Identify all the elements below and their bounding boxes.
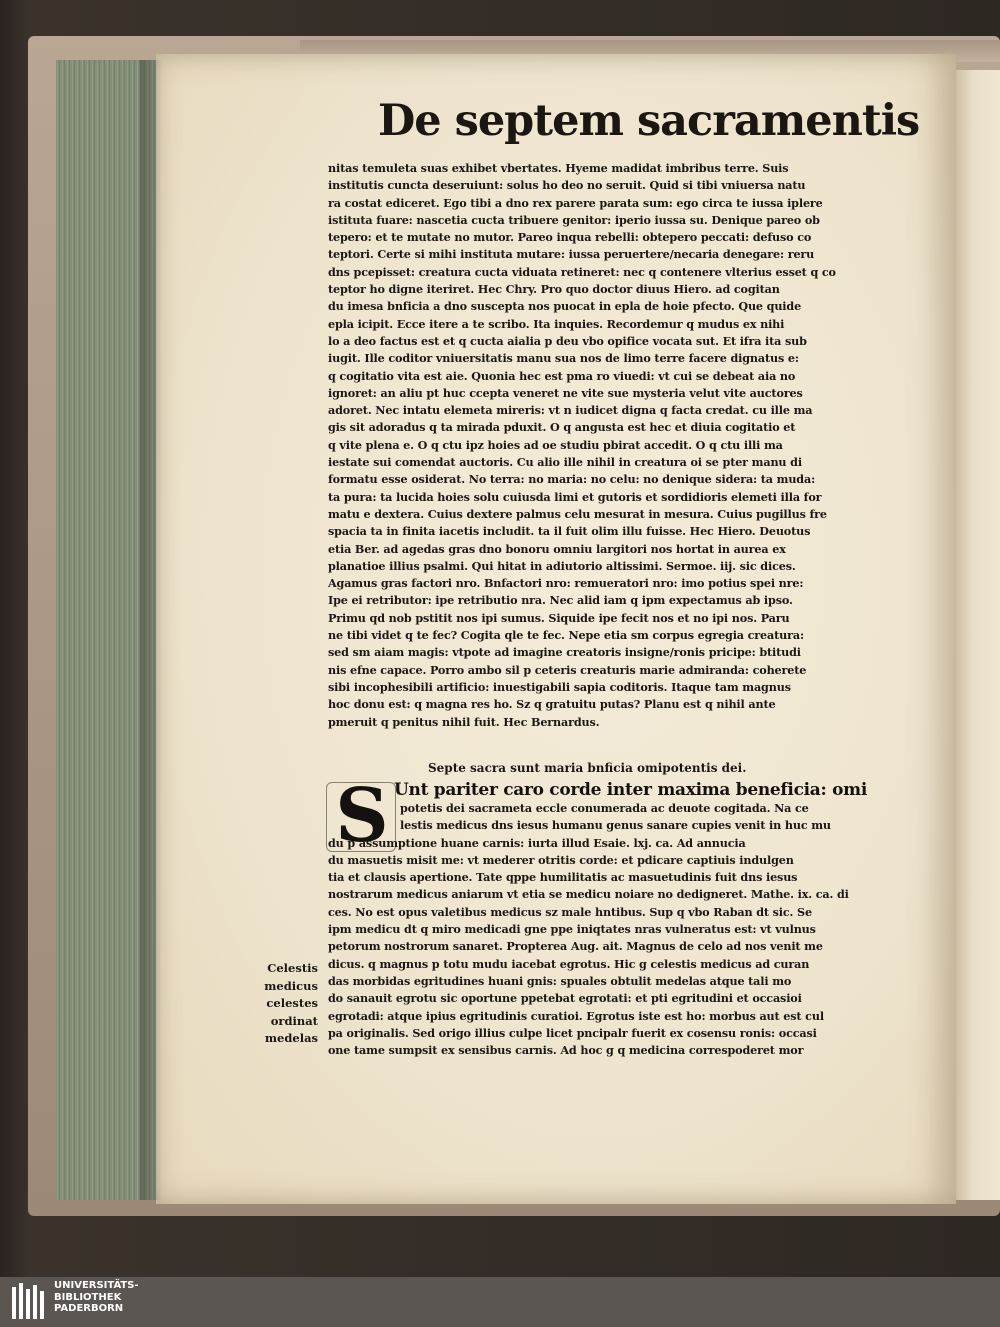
text-line: ta pura: ta lucida hoies solu cuiusda limi et gutoris et sordidioris elemeti illa for (328, 489, 822, 504)
text-line: ipm medicu dt q miro medicadi gne ppe iniqtates nras vulneratus est: vt vulnus (328, 922, 816, 937)
text-line: adoret. Nec intatu elemeta mireris: vt n iudicet digna q facta credat. cu ille ma (328, 403, 813, 418)
text-line: pmeruit q penitus nihil fuit. Hec Bernardus. (328, 714, 600, 729)
margin-note-line: Celestis (267, 961, 318, 975)
gutter-shadow (140, 60, 162, 1200)
text-line: iestate sui comendat auctoris. Cu alio ille nihil in creatura oi se pter manu di (328, 455, 802, 470)
margin-note-line: celestes (266, 996, 318, 1010)
text-line: dns pcepisset: creatura cucta viduata retineret: nec q contenere vlterius esset q co (328, 264, 836, 279)
text-line: do sanauit egrotu sic oportune ppetebat egrotati: et pti egritudini et occasioi (328, 991, 802, 1006)
text-line: sibi incophesibili artificio: inuestigabili sapia coditoris. Itaque tam magnus (328, 679, 791, 694)
text-line: gis sit adoradus q ta mirada pduxit. O q angusta est hec et diuia cogitatio et (328, 420, 796, 435)
library-logo-icon (10, 1281, 50, 1323)
text-line: teptori. Certe si mihi instituta mutare: iussa peruertere/necaria denegare: reru (328, 247, 815, 262)
library-name-line: BIBLIOTHEK (54, 1291, 122, 1303)
library-name-line: UNIVERSITÄTS- (54, 1280, 139, 1291)
text-line: ces. No est opus valetibus medicus sz male hntibus. Sup q vbo Raban dt sic. Se (328, 904, 812, 919)
footer-bar (0, 1277, 1000, 1327)
text-line: teptor ho digne iteriret. Hec Chry. Pro quo doctor diuus Hiero. ad cogitan (328, 282, 780, 297)
text-line: one tame sumpsit ex sensibus carnis. Ad hoc g q medicina correspoderet mor (328, 1043, 804, 1058)
page-title: De septem sacramentis (378, 96, 920, 146)
margin-note-line: medicus (264, 978, 318, 993)
text-line: planatioe illius psalmi. Qui hitat in adiutorio altissimi. Sermoe. iij. sic dices. (328, 558, 796, 573)
text-line: iugit. Ille coditor vniuersitatis manu sua nos de limo terre facere dignatus e: (328, 351, 799, 366)
text-line: ne tibi videt q te fec? Cogita qle te fec. Nepe etia sm corpus egregia creatura: (328, 628, 804, 643)
text-line: lestis medicus dns iesus humanu genus sanare cupies venit in huc mu (400, 818, 831, 833)
text-line: egrotadi: atque ipius egritudinis curatioi. Egrotus iste est ho: morbus aut est cul (328, 1008, 824, 1023)
text-line: sed sm aiam magis: vtpote ad imagine creatoris insigne/ronis pricipe: btitudi (328, 645, 801, 660)
text-line: q cogitatio vita est aie. Quonia hec est pma ro viuedi: vt cui se debeat aia no (328, 368, 796, 383)
text-line: formatu esse osiderat. No terra: no maria: no celu: no denique sidera: ta muda: (328, 472, 816, 487)
text-line: q vite plena e. O q ctu ipz hoies ad oe studiu pbirat accedit. O q ctu illi ma (328, 437, 783, 452)
text-line: tepero: et te mutate no mutor. Pareo inqua rebelli: obtepero peccati: defuso co (328, 230, 812, 245)
text-line: das morbidas egritudines huani gnis: spuales obtulit medelas atque tali mo (328, 973, 792, 988)
facing-page-edge (956, 70, 1000, 1200)
text-line: du imesa bnficia a dno suscepta nos puocat in epla de hoie pfecto. Que quide (328, 299, 802, 314)
text-line: spacia ta in finita iacetis includit. ta il fuit olim illu fuisse. Hec Hiero. Deuotus (328, 524, 811, 539)
text-line: dicus. q magnus p totu mudu iacebat egrotus. Hic g celestis medicus ad curan (328, 956, 810, 971)
text-line: pa originalis. Sed origo illius culpe licet pncipalr fuerit ex cosensu ronis: occasi (328, 1025, 817, 1040)
text-line: istituta fuare: nascetia cucta tribuere genitor: iperio iussa su. Denique pareo ob (328, 212, 820, 227)
text-line: petorum nostrorum sanaret. Propterea Aug. ait. Magnus de celo ad nos venit me (328, 939, 823, 954)
text-line: Agamus gras factori nro. Bnfactori nro: remueratori nro: imo potius spei nre: (328, 576, 804, 591)
text-line: nitas temuleta suas exhibet vbertates. Hyeme madidat imbribus terre. Suis (328, 161, 789, 175)
text-line: hoc donu est: q magna res ho. Sz q gratuitu putas? Planu est q nihil ante (328, 697, 776, 712)
decorated-initial: S (335, 773, 389, 859)
text-line: ignoret: an aliu pt huc ccepta veneret ne vite sue mysteria velut vite auctores (328, 385, 803, 400)
section-text-block (328, 800, 928, 1059)
margin-note-line: medelas (264, 1031, 318, 1045)
text-line: nis efne capace. Porro ambo sil p ceteris creaturis marie admiranda: coherete (328, 662, 807, 677)
library-name (54, 1280, 139, 1315)
text-line: Ipe ei retributor: ipe retributio nra. Nec alid iam q ipm expectamus ab ipso. (328, 593, 793, 608)
section-heading: Septe sacra sunt maria bnficia omipotentis dei. (428, 761, 747, 775)
lead-line: Unt pariter caro corde inter maxima beneficia: omi (394, 780, 867, 800)
margin-note-line: ordinat (270, 1013, 318, 1028)
main-text-block (328, 160, 928, 731)
text-line: epla icipit. Ecce itere a te scribo. Ita inquies. Recordemur q mudus ex nihi (328, 316, 785, 331)
text-line: du p assumptione huane carnis: iurta illud Esaie. lxj. ca. Ad annucia (328, 835, 746, 850)
text-line: matu e dextera. Cuius dextere palmus celu mesurat in mesura. Cuius pugillus fre (328, 506, 827, 521)
text-line: ra costat ediceret. Ego tibi a dno rex parere parata sum: ego circa te iussa iplere (328, 195, 823, 210)
text-line: du masuetis misit me: vt mederer otritis corde: et pdicare captiuis indulgen (328, 852, 794, 867)
library-name-line: PADERBORN (54, 1303, 124, 1314)
text-line: Primu qd nob pstitit nos ipi sumus. Siquide ipe fecit nos et no ipi nos. Paru (328, 610, 790, 625)
text-line: institutis cuncta deseruiunt: solus ho deo no seruit. Quid si tibi vniuersa natu (328, 178, 806, 193)
text-line: tia et clausis apertione. Tate qppe humilitatis ac masuetudinis fuit dns iesus (328, 870, 798, 885)
text-line: potetis dei sacrameta eccle conumerada ac deuote cogitada. Na ce (400, 801, 809, 815)
text-line: nostrarum medicus aniarum vt etia se medicu noiare no dedigneret. Mathe. ix. ca. di (328, 887, 849, 902)
text-line: etia Ber. ad agedas gras dno bonoru omniu largitori nos hortat in aurea ex (328, 541, 786, 556)
text-line: lo a deo factus est et q cucta aialia p deu vbo opifice vocata sut. Et ifra ita sub (328, 333, 807, 348)
margin-note (246, 960, 318, 1048)
